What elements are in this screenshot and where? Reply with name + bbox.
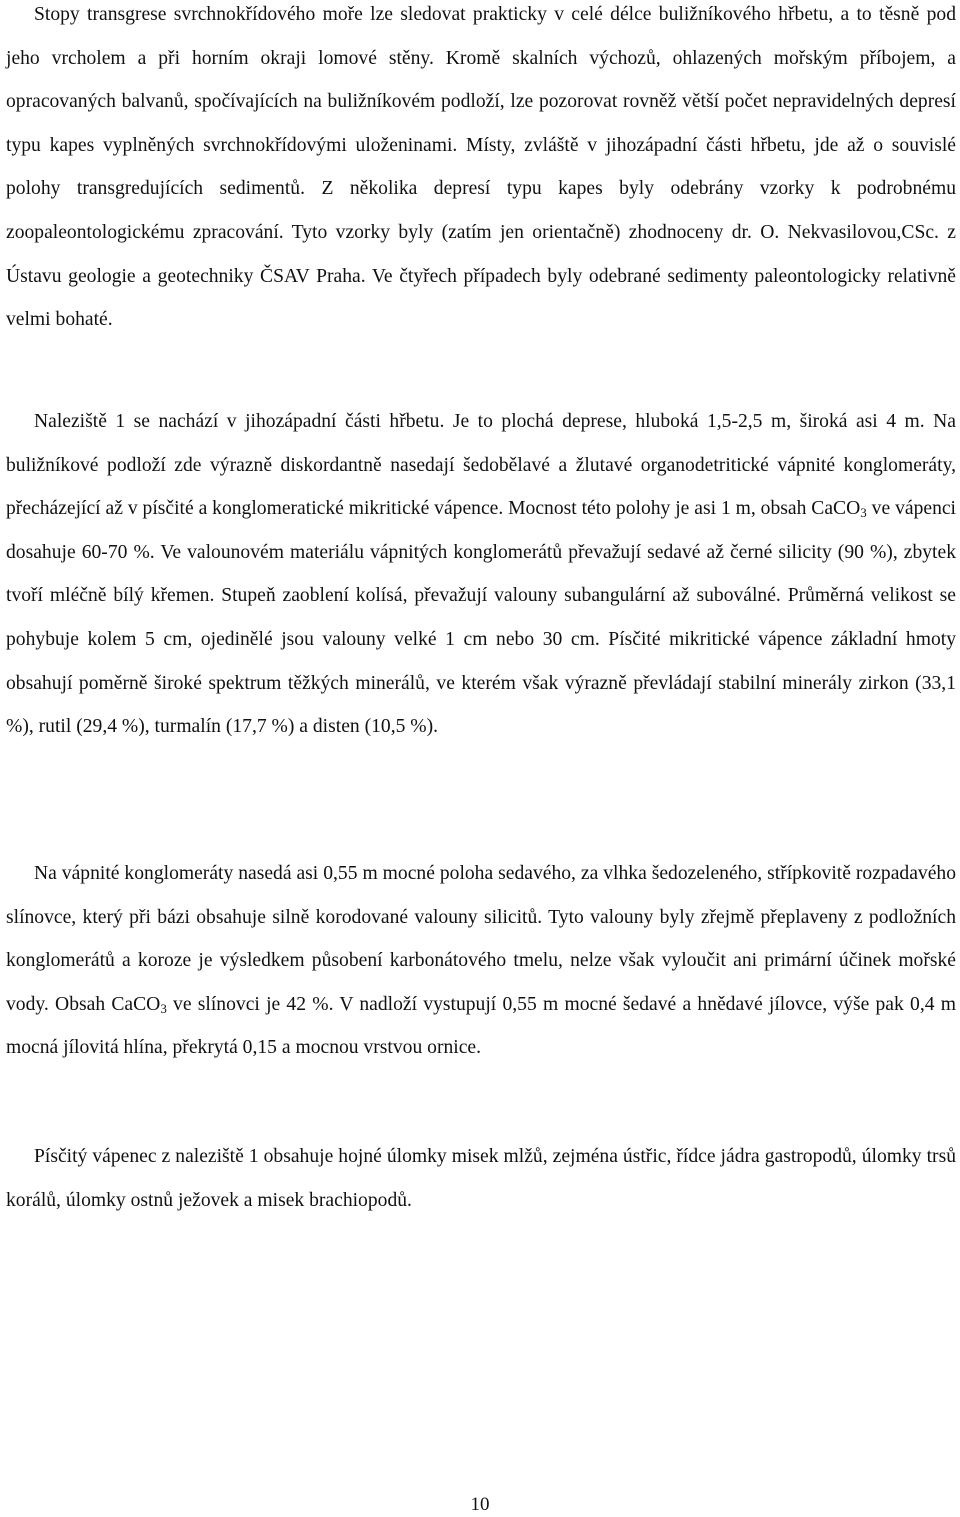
paragraph-site-1 [6, 400, 956, 749]
paragraph-text: Písčitý vápenec z naleziště 1 obsahuje hojné úlomky misek mlžů, zejména ústřic, řídce jádra gastropodů, úlomky trsů korálů, úlomky ostnů ježovek a misek brachiopodů. [6, 1146, 956, 1211]
subscript: 3 [860, 505, 867, 521]
paragraph-transgression [6, 0, 956, 342]
paragraph-text: Naleziště 1 se nachází v jihozápadní části hřbetu. Je to plochá deprese, hluboká 1,5-2,5 m, široká asi 4 m. Na buližníkové podloží zde výrazně diskordantně nasedají šedobělavé a žlutavé organodetritické vápnité konglomeráty, přecházející až v písčité a konglomeratické mikritické vápence. Mocnost této polohy je asi 1 m, obsah CaCO [6, 411, 956, 520]
paragraph-fossils [6, 1135, 956, 1222]
page-number: 10 [470, 1494, 490, 1515]
paragraph-text: Na vápnité konglomeráty nasedá asi 0,55 m mocné poloha sedavého, za vlhka šedozeleného, střípkovitě rozpadavého slínovce, který při bázi obsahuje silně korodované valouny silicitů. Tyto valouny byly zřejmě přeplaveny z podložních konglomerátů a koroze je výsledkem působení karbonátového tmelu, nelze však vyloučit ani primární účinek mořské vody. Obsah CaCO [6, 863, 956, 1015]
subscript: 3 [160, 1000, 167, 1016]
paragraph-text: Stopy transgrese svrchnokřídového moře lze sledovat prakticky v celé délce buližníkového hřbetu, a to těsně pod jeho vrcholem a při horním okraji lomové stěny. Kromě skalních výchozů, ohlazených mořským příbojem, a opracovaných balvanů, spočívajících na buližníkovém podloží, lze pozorovat rovněž větší počet nepravidelných depresí typu kapes vyplněných svrchnokřídovými uloženinami. Místy, zvláště v jihozápadní části hřbetu, jde až o souvislé polohy transgredujících sedimentů. Z několika depresí typu kapes byly odebrány vzorky k podrobnému zoopaleontologickému zpracování. Tyto vzorky byly (zatím jen orientačně) zhodnoceny dr. O. Nekvasilovou,CSc. z Ústavu geologie a geotechniky ČSAV Praha. Ve čtyřech případech byly odebrané sedimenty paleontologicky relativně velmi bohaté. [6, 4, 956, 331]
paragraph-text-continued: ve vápenci dosahuje 60-70 %. Ve valounovém materiálu vápnitých konglomerátů převažují sedavé až černé silicity (90 %), zbytek tvoří mléčně bílý křemen. Stupeň zaoblení kolísá, převažují valouny subangulární až suboválné. Průměrná velikost se pohybuje kolem 5 cm, ojedinělé jsou valouny velké 1 cm nebo 30 cm. Písčité mikritické vápence základní hmoty obsahují poměrně široké spektrum těžkých minerálů, ve kterém však výrazně převládají stabilní minerály zirkon (33,1 %), rutil (29,4 %), turmalín (17,7 %) a disten (10,5 %). [6, 498, 957, 738]
paragraph-text-continued: ve slínovci je 42 %. V nadloží vystupují 0,55 m mocné šedavé a hnědavé jílovce, výše pak 0,4 m mocná jílovitá hlína, překrytá 0,15 a mocnou vrstvou ornice. [6, 993, 956, 1059]
paragraph-marlstone [6, 852, 956, 1070]
